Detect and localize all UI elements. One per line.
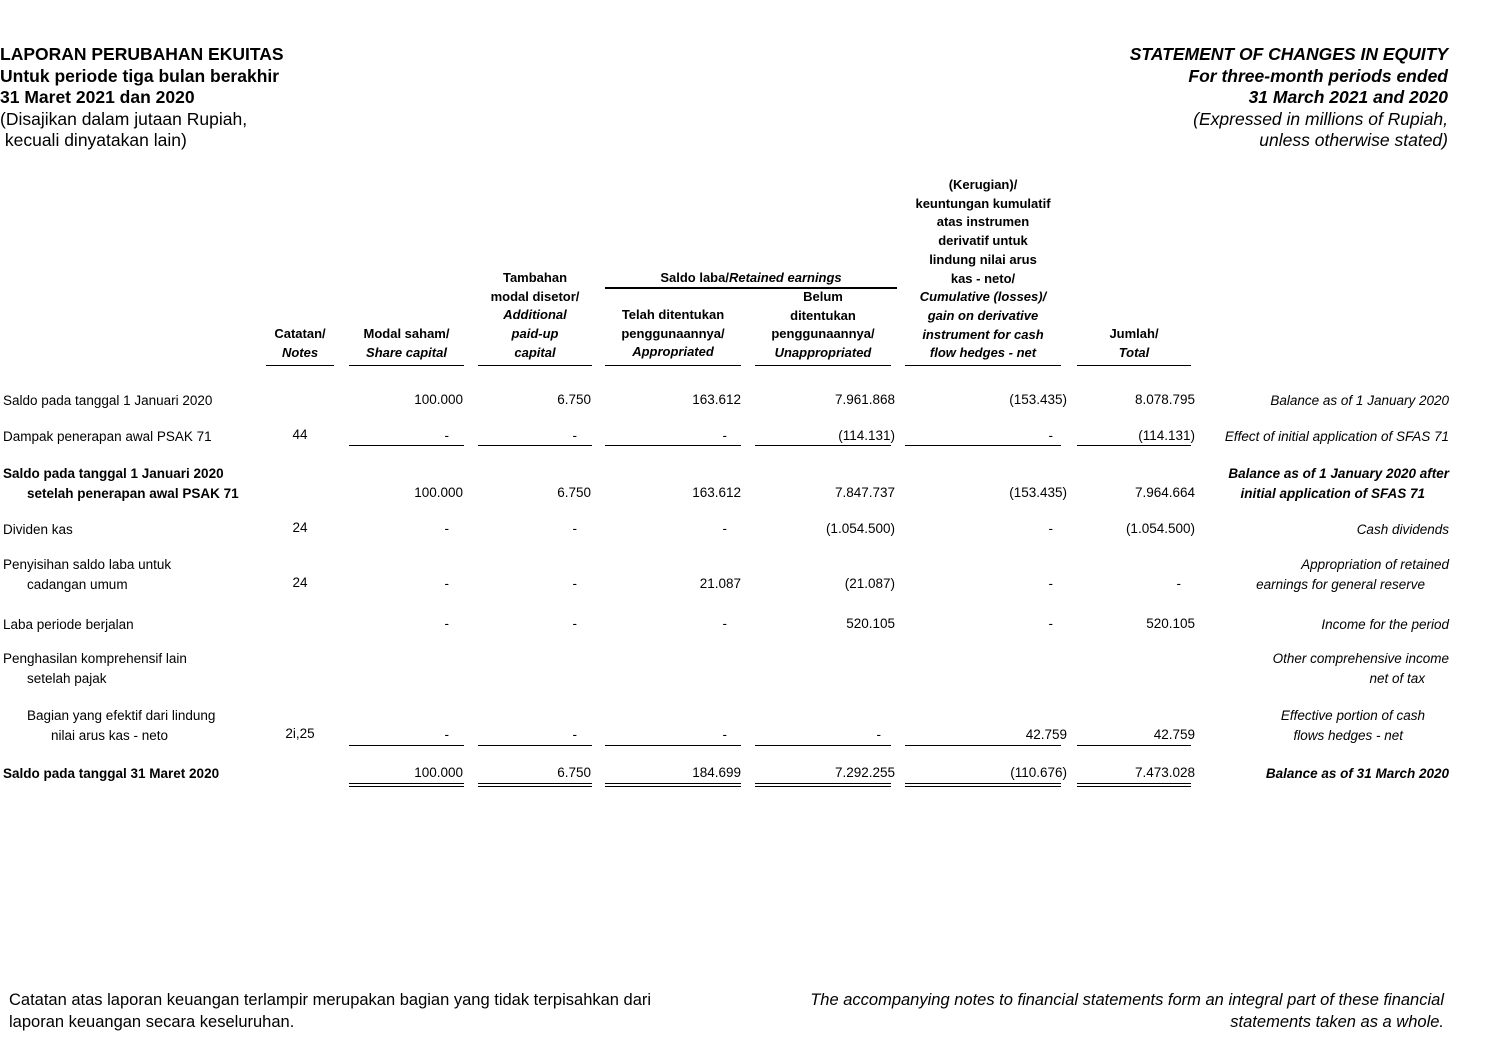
col-header-total-en: Total bbox=[1118, 344, 1150, 360]
col-header-rule bbox=[1077, 365, 1191, 366]
col-header-hedge-line: Cumulative (losses)/ bbox=[919, 289, 1047, 305]
title-right-line-5: unless otherwise stated) bbox=[1259, 130, 1448, 150]
col-header-rule bbox=[605, 365, 741, 366]
row-value: (153.435) bbox=[1009, 485, 1067, 500]
row-value: - bbox=[444, 727, 449, 742]
col-group-retained-en: Retained earnings bbox=[728, 270, 842, 285]
row-value: (153.435) bbox=[1009, 392, 1067, 407]
row-label-en-line: earnings for general reserve bbox=[1256, 577, 1425, 592]
col-group-retained-id: Saldo laba/ bbox=[660, 270, 729, 285]
row-label-id-line: Saldo pada tanggal 1 Januari 2020 bbox=[3, 466, 224, 481]
row-label-id bbox=[3, 764, 219, 784]
col-header-unappropriated-line: penggunaannya/ bbox=[771, 326, 875, 342]
row-value: 7.964.664 bbox=[1134, 485, 1195, 500]
row-note: 24 bbox=[292, 520, 308, 535]
title-right bbox=[1130, 44, 1448, 152]
row-value: - bbox=[1048, 616, 1053, 631]
row-label-id bbox=[3, 427, 212, 447]
row-label-en-line: initial application of SFAS 71 bbox=[1240, 486, 1425, 501]
title-right-line-3: 31 March 2021 and 2020 bbox=[1248, 87, 1448, 107]
row-label-en-line: Balance as of 31 March 2020 bbox=[1265, 766, 1449, 781]
col-header-hedge-line: derivatif untuk bbox=[938, 233, 1028, 249]
row-label-en bbox=[1321, 615, 1449, 635]
row-label-en-line: Balance as of 1 January 2020 bbox=[1270, 393, 1449, 408]
row-value: - bbox=[722, 428, 727, 443]
col-header-hedge-line: flow hedges - net bbox=[929, 345, 1037, 361]
row-label-en-line: Effect of initial application of SFAS 71 bbox=[1224, 429, 1449, 444]
subtotal-rule bbox=[755, 445, 891, 446]
row-label-en-line: Effective portion of cash bbox=[1280, 708, 1425, 723]
footer-left-line-2: laporan keuangan secara keseluruhan. bbox=[9, 1012, 295, 1031]
col-header-unappropriated-line: Belum bbox=[803, 289, 843, 304]
subtotal-rule bbox=[478, 745, 592, 746]
row-label-en bbox=[1256, 555, 1449, 595]
row-label-id-line: Dampak penerapan awal PSAK 71 bbox=[3, 429, 212, 444]
total-double-rule bbox=[478, 783, 592, 787]
subtotal-rule bbox=[905, 445, 1061, 446]
row-value: 21.087 bbox=[699, 576, 741, 591]
subtotal-rule bbox=[1077, 445, 1191, 446]
col-header-hedge-line: atas instrumen bbox=[936, 214, 1030, 230]
row-label-id bbox=[3, 464, 239, 504]
row-value: 520.105 bbox=[1146, 616, 1195, 631]
row-label-en bbox=[1228, 464, 1449, 504]
col-header-hedge-line: keuntungan kumulatif bbox=[915, 195, 1051, 211]
col-header-hedge-line: (Kerugian)/ bbox=[948, 177, 1018, 192]
row-label-en bbox=[1273, 649, 1449, 689]
row-value: - bbox=[572, 576, 577, 591]
title-left-line-2: Untuk periode tiga bulan berakhir bbox=[0, 65, 280, 86]
row-value: (1.054.500) bbox=[825, 521, 895, 536]
col-group-retained-earnings-label bbox=[605, 269, 897, 288]
row-value: - bbox=[722, 727, 727, 742]
row-value: 163.612 bbox=[692, 392, 741, 407]
row-label-id-line: Saldo pada tanggal 31 Maret 2020 bbox=[3, 766, 220, 781]
row-label-id bbox=[3, 391, 212, 411]
col-header-notes-en: Notes bbox=[281, 344, 319, 360]
total-double-rule bbox=[349, 783, 464, 787]
row-value: 42.759 bbox=[1025, 727, 1067, 742]
subtotal-rule bbox=[905, 745, 1061, 746]
row-value: 520.105 bbox=[846, 616, 895, 631]
row-label-id-line: Penghasilan komprehensif lain bbox=[3, 651, 187, 666]
col-group-retained-earnings bbox=[605, 269, 897, 288]
footer-left bbox=[9, 990, 651, 1033]
row-value: 6.750 bbox=[557, 485, 591, 500]
col-header-total bbox=[1077, 325, 1191, 362]
row-value: - bbox=[572, 616, 577, 631]
row-label-id-line: setelah penerapan awal PSAK 71 bbox=[27, 486, 239, 501]
subtotal-rule bbox=[349, 445, 464, 446]
row-value: 163.612 bbox=[692, 485, 741, 500]
title-left-line-4: (Disajikan dalam jutaan Rupiah, bbox=[0, 108, 248, 129]
col-header-unappropriated bbox=[755, 288, 891, 363]
col-header-unappropriated-line: ditentukan bbox=[790, 307, 856, 323]
row-value: - bbox=[1048, 521, 1053, 536]
row-value: - bbox=[444, 576, 449, 591]
subtotal-rule bbox=[349, 745, 464, 746]
row-label-id-line: Saldo pada tanggal 1 Januari 2020 bbox=[3, 393, 213, 408]
col-header-unappropriated-line: Unappropriated bbox=[774, 345, 872, 361]
row-value: - bbox=[444, 616, 449, 631]
row-value: - bbox=[444, 428, 449, 443]
row-value: (1.054.500) bbox=[1125, 521, 1195, 536]
row-value: - bbox=[1176, 576, 1181, 591]
col-header-rule bbox=[266, 365, 334, 366]
col-header-appropriated-line: penggunaannya/ bbox=[621, 325, 725, 341]
row-label-en bbox=[1270, 391, 1449, 411]
row-label-en-line: net of tax bbox=[1369, 671, 1425, 686]
row-label-id bbox=[3, 520, 73, 540]
col-header-share-capital-id: Modal saham/ bbox=[363, 326, 450, 341]
row-value: - bbox=[876, 727, 881, 742]
col-header-hedge-line: instrument for cash bbox=[922, 326, 1044, 342]
row-value: 8.078.795 bbox=[1134, 392, 1195, 407]
total-double-rule bbox=[1077, 783, 1191, 787]
footer-left-line-1: Catatan atas laporan keuangan terlampir merupakan bagian yang tidak terpisahkan dari bbox=[9, 991, 652, 1009]
row-label-id-line: Bagian yang efektif dari lindung bbox=[27, 708, 216, 723]
subtotal-rule bbox=[478, 445, 592, 446]
subtotal-rule bbox=[605, 745, 741, 746]
row-value: 42.759 bbox=[1153, 727, 1195, 742]
row-value: 100.000 bbox=[414, 392, 463, 407]
col-header-apc-line: Tambahan bbox=[502, 270, 568, 285]
col-header-apc-line: modal disetor/ bbox=[490, 288, 580, 304]
subtotal-rule bbox=[1077, 745, 1191, 746]
row-value: 7.961.868 bbox=[834, 392, 895, 407]
col-header-apc-line: paid-up bbox=[511, 326, 559, 342]
footer-right bbox=[810, 990, 1444, 1033]
col-header-appropriated-line: Telah ditentukan bbox=[621, 307, 725, 322]
row-value: - bbox=[1048, 428, 1053, 443]
subtotal-rule bbox=[755, 745, 891, 746]
row-value: 184.699 bbox=[692, 765, 741, 780]
title-left-line-1: LAPORAN PERUBAHAN EKUITAS bbox=[0, 44, 284, 64]
row-value: (114.131) bbox=[1138, 428, 1195, 443]
col-header-share-capital-en: Share capital bbox=[366, 344, 447, 360]
row-label-en bbox=[1281, 706, 1449, 746]
col-header-appropriated-line: Appropriated bbox=[632, 344, 714, 360]
col-header-apc-line: capital bbox=[514, 344, 556, 360]
row-label-id-line: Laba periode berjalan bbox=[3, 617, 134, 632]
col-header-appropriated bbox=[605, 306, 741, 362]
row-label-en-line: Balance as of 1 January 2020 after bbox=[1228, 466, 1449, 481]
row-note: 44 bbox=[292, 427, 308, 442]
col-header-hedge bbox=[905, 176, 1061, 363]
col-header-rule bbox=[349, 365, 464, 366]
title-left bbox=[0, 44, 284, 152]
col-header-rule bbox=[905, 365, 1061, 366]
row-value: 7.473.028 bbox=[1134, 765, 1195, 780]
row-label-en-line: flows hedges - net bbox=[1293, 728, 1403, 743]
footer-right-line-1: The accompanying notes to financial statements form an integral part of these financial bbox=[810, 991, 1444, 1009]
row-value: (114.131) bbox=[838, 428, 895, 443]
col-header-rule bbox=[478, 365, 592, 366]
row-value: - bbox=[572, 727, 577, 742]
total-double-rule bbox=[905, 783, 1061, 787]
row-value: - bbox=[722, 521, 727, 536]
title-right-line-4: (Expressed in millions of Rupiah, bbox=[1193, 108, 1448, 129]
col-header-notes bbox=[266, 325, 334, 362]
title-right-line-2: For three-month periods ended bbox=[1188, 65, 1448, 86]
row-label-id-line: Dividen kas bbox=[3, 522, 73, 537]
footer-right-line-2: statements taken as a whole. bbox=[1230, 1012, 1444, 1031]
col-header-hedge-line: kas - neto/ bbox=[950, 270, 1016, 286]
row-value: 7.292.255 bbox=[834, 765, 895, 780]
row-label-en-line: Other comprehensive income bbox=[1272, 651, 1449, 666]
row-note: 2i,25 bbox=[285, 726, 315, 741]
col-header-hedge-line: gain on derivative bbox=[927, 307, 1039, 323]
row-label-id bbox=[3, 555, 171, 595]
row-value: (21.087) bbox=[844, 576, 895, 591]
row-label-en-line: Cash dividends bbox=[1356, 522, 1449, 537]
col-header-notes-id: Catatan/ bbox=[274, 326, 326, 341]
row-value: - bbox=[1048, 576, 1053, 591]
subtotal-rule bbox=[605, 445, 741, 446]
row-label-en-line: Appropriation of retained bbox=[1301, 557, 1449, 572]
title-right-line-1: STATEMENT OF CHANGES IN EQUITY bbox=[1129, 44, 1448, 64]
row-value: 7.847.737 bbox=[834, 485, 895, 500]
row-label-en bbox=[1357, 520, 1449, 540]
col-header-apc-line: Additional bbox=[503, 307, 567, 323]
row-label-en bbox=[1225, 427, 1449, 447]
title-left-line-5: kecuali dinyatakan lain) bbox=[0, 130, 187, 150]
col-header-share-capital bbox=[349, 325, 464, 362]
row-value: 100.000 bbox=[414, 485, 463, 500]
row-value: 6.750 bbox=[557, 765, 591, 780]
row-value: - bbox=[572, 428, 577, 443]
row-label-id-line: setelah pajak bbox=[27, 671, 107, 686]
row-label-id-line: nilai arus kas - neto bbox=[51, 728, 169, 743]
row-value: 6.750 bbox=[557, 392, 591, 407]
col-header-additional-paid-up bbox=[478, 269, 592, 363]
col-header-rule bbox=[755, 365, 891, 366]
row-label-id bbox=[3, 649, 187, 689]
total-double-rule bbox=[755, 783, 891, 787]
row-note: 24 bbox=[292, 575, 308, 590]
row-label-id-line: cadangan umum bbox=[27, 577, 128, 592]
row-label-id-line: Penyisihan saldo laba untuk bbox=[3, 557, 172, 572]
row-label-en bbox=[1266, 764, 1449, 784]
row-value: - bbox=[444, 521, 449, 536]
row-value: - bbox=[572, 521, 577, 536]
total-double-rule bbox=[605, 783, 741, 787]
row-value: - bbox=[722, 616, 727, 631]
row-value: (110.676) bbox=[1010, 765, 1067, 780]
row-value: 100.000 bbox=[414, 765, 463, 780]
row-label-en-line: Income for the period bbox=[1321, 617, 1449, 632]
title-left-line-3: 31 Maret 2021 dan 2020 bbox=[0, 87, 195, 107]
col-header-hedge-line: lindung nilai arus bbox=[929, 251, 1037, 267]
row-label-id bbox=[3, 706, 215, 746]
row-label-id bbox=[3, 615, 134, 635]
col-header-total-id: Jumlah/ bbox=[1109, 326, 1159, 341]
